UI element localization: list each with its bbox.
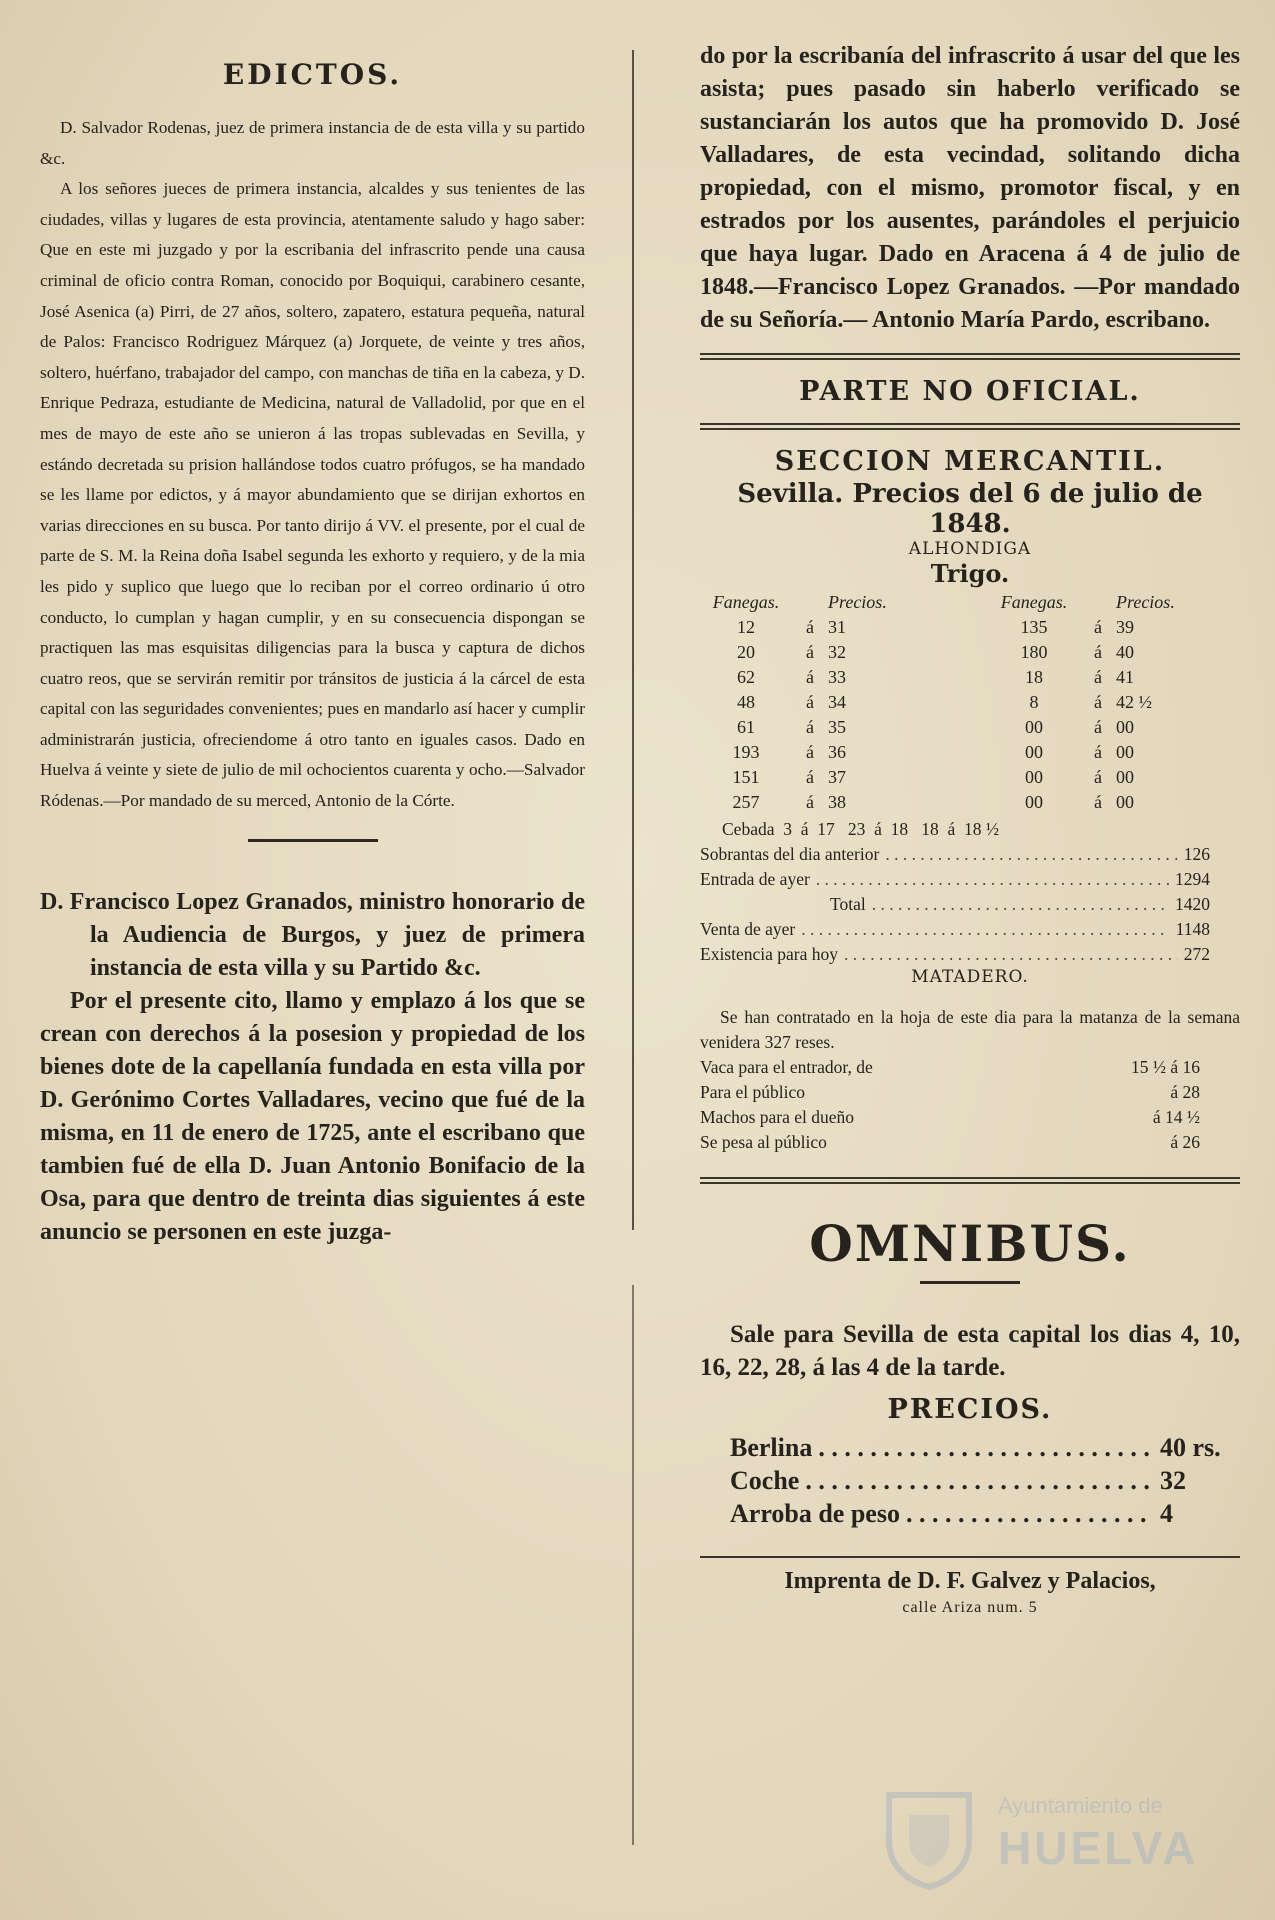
meat-label: Para el público (700, 1082, 805, 1102)
double-rule (700, 1177, 1240, 1184)
edict2-heading: D. Francisco Lopez Granados, ministro honorario de la Audiencia de Burgos, y juez de primera instancia de esta villa y su Partido &c. (40, 888, 585, 981)
alhondiga-heading: ALHONDIGA (908, 539, 1032, 559)
prep-left: á (806, 717, 814, 737)
meat-value: á 26 (1170, 1132, 1200, 1152)
prep-left: á (806, 692, 814, 712)
ledger-label: Venta de ayer (700, 919, 796, 939)
price-row (700, 790, 1240, 815)
wheat-price-table (700, 590, 1240, 815)
precio-right: 42 ½ (1116, 692, 1152, 712)
city-shield-icon (874, 1785, 984, 1890)
leader-dots (816, 867, 1169, 892)
fanegas-right: 00 (1025, 717, 1043, 737)
cebada-line: Cebada 3 á 17 23 á 18 18 á 18 ½ (722, 819, 1000, 839)
col-fanegas-left: Fanegas. (712, 592, 780, 612)
leader-dots (844, 942, 1178, 967)
fare-line (700, 1497, 1240, 1530)
precio-left: 34 (828, 692, 846, 712)
prep-left: á (806, 642, 814, 662)
column-divider-lower (632, 1285, 634, 1845)
prep-right: á (1094, 692, 1102, 712)
precio-right: 00 (1116, 717, 1134, 737)
leader-dots (872, 892, 1169, 917)
leader-dots (801, 917, 1169, 942)
ledger-line (700, 842, 1240, 867)
price-row (700, 715, 1240, 740)
meat-label: Se pesa al público (700, 1132, 827, 1152)
prep-right: á (1094, 767, 1102, 787)
prep-left: á (806, 792, 814, 812)
edict1-heading: D. Salvador Rodenas, juez de primera instancia de de esta villa y su partido &c. (40, 118, 585, 168)
meat-price-row (700, 1080, 1240, 1105)
fanegas-right: 18 (1025, 667, 1043, 687)
section-divider (248, 839, 378, 842)
fare-label: Berlina (730, 1433, 813, 1462)
spacer (938, 715, 988, 740)
watermark-line2: HUELVA (998, 1822, 1199, 1874)
spacer (938, 615, 988, 640)
prep-right: á (1094, 667, 1102, 687)
leader-dots (818, 1431, 1154, 1464)
prep-right: á (1094, 792, 1102, 812)
prep-left: á (806, 742, 814, 762)
precios-title: PRECIOS. (887, 1394, 1053, 1425)
precio-left: 35 (828, 717, 846, 737)
ledger-line (700, 892, 1240, 917)
prep-right: á (1094, 742, 1102, 762)
fanegas-left: 257 (732, 792, 760, 812)
column-divider (632, 50, 634, 1230)
ledger-label: Entrada de ayer (700, 869, 810, 889)
prep-right: á (1094, 642, 1102, 662)
price-row (700, 765, 1240, 790)
precio-left: 31 (828, 617, 846, 637)
meat-price-row (700, 1105, 1240, 1130)
ledger-label: Total (830, 894, 866, 914)
fanegas-left: 61 (737, 717, 755, 737)
precio-left: 37 (828, 767, 846, 787)
ledger-label: Sobrantas del dia anterior (700, 844, 880, 864)
fanegas-right: 180 (1020, 642, 1048, 662)
fanegas-left: 48 (737, 692, 755, 712)
col-precios-right: Precios. (1116, 592, 1175, 612)
col-fanegas-right: Fanegas. (1000, 592, 1068, 612)
meat-label: Vaca para el entrador, de (700, 1057, 873, 1077)
precio-left: 36 (828, 742, 846, 762)
ledger-label: Existencia para hoy (700, 944, 839, 964)
spacer (938, 790, 988, 815)
double-rule (700, 423, 1240, 430)
price-row (700, 740, 1240, 765)
fanegas-right: 00 (1025, 767, 1043, 787)
fanegas-left: 62 (737, 667, 755, 687)
precio-right: 00 (1116, 792, 1134, 812)
ledger-value: 1420 (1175, 894, 1210, 914)
double-rule (700, 353, 1240, 360)
precio-left: 38 (828, 792, 846, 812)
fare-value: 32 (1160, 1466, 1186, 1495)
meat-price-list (700, 1055, 1240, 1155)
edict2-continuation: do por la escribanía del infrascrito á usar del que les asista; pues pasado sin haberlo verificado se sustanciarán los autos que ha promovido D. José Valladares, de esta vecindad, solitando dicha propiedad, con el mismo, promotor fiscal, y en estrados por los ausentes, parándoles el perjuicio que haya lugar. Dado en Aracena á 4 de julio de 1848.—Francisco Lopez Granados. —Por mandado de su Señoría.— Antonio María Pardo, escribano. (700, 43, 1240, 333)
leader-dots (805, 1464, 1154, 1497)
fare-label: Arroba de peso (730, 1499, 900, 1528)
spacer (938, 765, 988, 790)
fare-list (700, 1431, 1240, 1530)
price-row (700, 615, 1240, 640)
ledger-value: 272 (1183, 944, 1210, 964)
ledger-line (700, 867, 1240, 892)
fanegas-right: 00 (1025, 792, 1043, 812)
precio-right: 40 (1116, 642, 1134, 662)
matadero-text: Se han contratado en la hoja de este dia para la matanza de la semana venidera 327 reses. (700, 1007, 1240, 1052)
fare-value: 4 (1160, 1499, 1173, 1528)
fanegas-left: 12 (737, 617, 755, 637)
prep-right: á (1094, 617, 1102, 637)
col-precios-left: Precios. (828, 592, 887, 612)
archive-watermark (868, 1785, 1228, 1895)
edict1-body: A los señores jueces de primera instancia, alcaldes y sus tenientes de las ciudades, villas y lugares de esta provincia, atentamente saludo y hago saber: Que en este mi juzgado y por la escribania del infrascrito pende una causa criminal de oficio contra Roman, conocido por Boquiqui, carabinero cesante, José Asenica (a) Pirri, de 27 años, soltero, zapatero, estatura pequeña, natural de Palos: Francisco Rodriguez Márquez (a) Jorquete, de veinte y tres años, soltero, huérfano, trabajador del campo, con manchas de tiña en la cabeza, y D. Enrique Pedraza, estudiante de Medicina, natural de Valladolid, por que en el mes de mayo de este año se unieron á las tropas sublevadas en Sevilla, y estándo decretada su prision hallándose todos cuatro prófugos, se ha mandado se les llame por edictos, y á mayor abundamiento que se dirijan exhortos en varias direcciones en su busca. Por tanto dirijo á VV. el presente, por el cual de parte de S. M. la Reina doña Isabel segunda les exhorto y requiero, y de la mia les pido y suplico que luego que lo reciban por el correo ordinario ú otro conducto, lo cumplan y hagan cumplir, y en su consecuencia dispongan se practiquen las mas esquisitas diligencias para la busca y captura de dichos cuatro reos, que se servirán remitir por tránsitos de justicia á la cárcel de esta capital con las seguridades convenientes; pues en mandarlo así hacer y cumplir administrarán justicia, ofreciendome á otro tanto en iguales casos. Dado en Huelva á veinte y siete de julio de mil ochocientos cuarenta y ocho.—Salvador Ródenas.—Por mandado de su merced, Antonio de la Córte. (40, 179, 585, 811)
fare-label: Coche (730, 1466, 800, 1495)
watermark-line1: Ayuntamiento de (998, 1793, 1163, 1818)
omnibus-text: Sale para Sevilla de esta capital los dias 4, 10, 16, 22, 28, á las 4 de la tarde. (700, 1321, 1240, 1381)
ledger-line (700, 942, 1240, 967)
meat-value: 15 ½ á 16 (1130, 1057, 1200, 1077)
leader-dots (906, 1497, 1154, 1530)
alhondiga-ledger (700, 817, 1240, 967)
edictos-title: EDICTOS. (222, 58, 403, 91)
precio-right: 39 (1116, 617, 1134, 637)
precio-left: 33 (828, 667, 846, 687)
fare-line (700, 1464, 1240, 1497)
price-row (700, 690, 1240, 715)
price-table-header (700, 590, 1240, 615)
sevilla-prices-line: Sevilla. Precios del 6 de julio de 1848. (737, 479, 1203, 539)
omnibus-rule (920, 1281, 1020, 1284)
meat-value: á 14 ½ (1152, 1107, 1200, 1127)
parte-no-oficial-title: PARTE NO OFICIAL. (799, 376, 1141, 407)
precio-right: 00 (1116, 767, 1134, 787)
prep-left: á (806, 617, 814, 637)
prep-right: á (1094, 717, 1102, 737)
omnibus-title: OMNIBUS. (809, 1214, 1131, 1273)
printer-address: calle Ariza num. 5 (902, 1599, 1038, 1616)
spacer (938, 665, 988, 690)
leader-dots (885, 842, 1177, 867)
fanegas-right: 00 (1025, 742, 1043, 762)
ledger-value: 126 (1183, 844, 1210, 864)
ledger-value: 1148 (1175, 919, 1210, 939)
seccion-mercantil-title: SECCION MERCANTIL. (774, 446, 1166, 477)
fanegas-right: 8 (1029, 692, 1039, 712)
precio-left: 32 (828, 642, 846, 662)
trigo-heading: Trigo. (930, 559, 1010, 588)
fare-value: 40 rs. (1160, 1433, 1221, 1462)
spacer (938, 740, 988, 765)
right-column (700, 40, 1240, 1617)
meat-label: Machos para el dueño (700, 1107, 855, 1127)
matadero-title: MATADERO. (911, 967, 1029, 987)
ledger-value: 1294 (1175, 869, 1210, 889)
spacer (938, 640, 988, 665)
precio-right: 00 (1116, 742, 1134, 762)
imprenta-line: Imprenta de D. F. Galvez y Palacios, (700, 1556, 1240, 1595)
price-row (700, 640, 1240, 665)
spacer (938, 690, 988, 715)
edict2-body: Por el presente cito, llamo y emplazo á los que se crean con derechos á la posesion y propiedad de los bienes dote de la capellanía fundada en esta villa por D. Gerónimo Cortes Valladares, vecino que fué de la misma, en 11 de enero de 1725, ante el escribano que tambien fué de ella D. Juan Antonio Bonifacio de la Osa, para que dentro de treinta dias siguientes á este anuncio se personen en este juzga- (40, 987, 585, 1245)
meat-price-row (700, 1130, 1240, 1155)
precio-right: 41 (1116, 667, 1134, 687)
fanegas-left: 193 (732, 742, 760, 762)
fanegas-right: 135 (1020, 617, 1048, 637)
ledger-line (700, 917, 1240, 942)
fanegas-left: 151 (732, 767, 760, 787)
fanegas-left: 20 (737, 642, 755, 662)
price-row (700, 665, 1240, 690)
meat-value: á 28 (1170, 1082, 1200, 1102)
meat-price-row (700, 1055, 1240, 1080)
prep-left: á (806, 767, 814, 787)
left-column (40, 40, 585, 1249)
fare-line (700, 1431, 1240, 1464)
prep-left: á (806, 667, 814, 687)
